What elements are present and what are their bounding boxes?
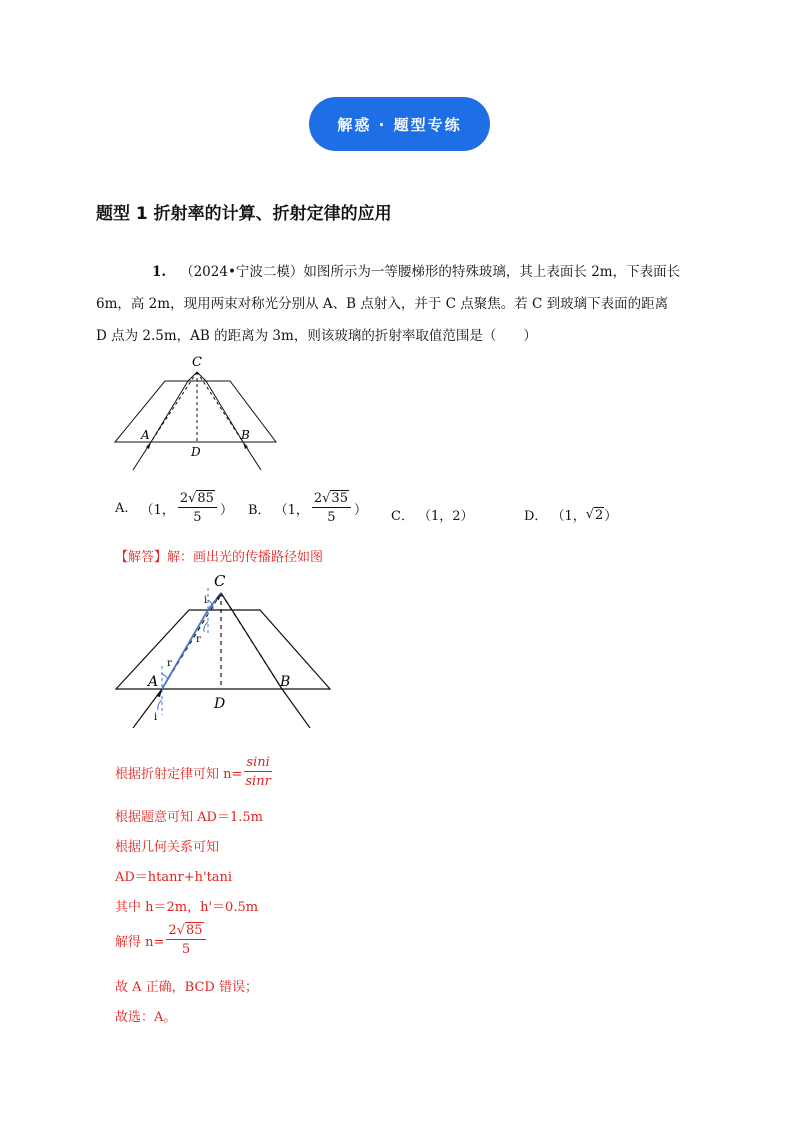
topic-banner: 解惑 · 题型专练 <box>309 97 490 151</box>
conclusion-line: 故 A 正确，BCD 错误； <box>115 980 258 995</box>
refraction-law-line: 根据折射定律可知 n= $\frac{\sin i}{\sin r}$ <box>115 755 271 789</box>
point-a-label: A <box>141 428 150 442</box>
point-b-label: B <box>241 428 250 442</box>
question-number: 1. <box>152 264 167 280</box>
question-text <box>96 256 716 352</box>
result-line: 解得 n= $\frac{2√85}{5}$ <box>115 924 209 956</box>
answer-point-c: C <box>214 572 226 590</box>
option-d[interactable]: D． （1， √ 2 ） <box>524 507 618 524</box>
choice-line: 故选：A。 <box>115 1010 177 1025</box>
angle-i-bottom: i <box>154 712 158 723</box>
answer-point-d: D <box>214 696 226 712</box>
trapezoid <box>115 381 276 442</box>
angle-r-top: r <box>196 634 201 645</box>
point-c-label: C <box>192 355 202 370</box>
question-line-1: （2024•宁波二模）如图所示为一等腰梯形的特殊玻璃，其上表面长 2m，下表面长 <box>180 264 681 280</box>
answer-point-a: A <box>148 674 159 690</box>
angle-r-bottom: r <box>167 658 172 669</box>
option-a[interactable]: A. （1， $\frac{2√85}{5}$ ） <box>115 491 233 525</box>
option-b[interactable]: B． （1， $\frac{2√35}{5}$ ） <box>248 491 367 525</box>
formula-line: AD＝htanr+h'tani <box>115 870 233 885</box>
ad-line: 根据题意可知 AD＝1.5m <box>115 810 263 825</box>
answer-figure <box>110 570 340 730</box>
question-figure <box>108 352 288 477</box>
values-line: 其中 h＝2m，h'＝0.5m <box>115 900 259 915</box>
answer-point-b: B <box>280 674 291 690</box>
question-line-3: D 点为 2.5m，AB 的距离为 3m，则该玻璃的折射率取值范围是（ ） <box>96 328 537 344</box>
question-line-2: 6m，高 2m，现用两束对称光分别从 A、B 点射入，并于 C 点聚焦。若 C 到玻璃下表面的距离 <box>96 296 669 312</box>
point-d-label: D <box>191 445 201 459</box>
answer-intro: 【解答】解：画出光的传播路径如图 <box>115 550 324 565</box>
geometry-line: 根据几何关系可知 <box>115 840 220 855</box>
section-title: 题型 1 折射率的计算、折射定律的应用 <box>96 204 392 224</box>
angle-i-top: i <box>204 595 208 606</box>
option-c[interactable]: C． （1，2） <box>391 509 474 524</box>
